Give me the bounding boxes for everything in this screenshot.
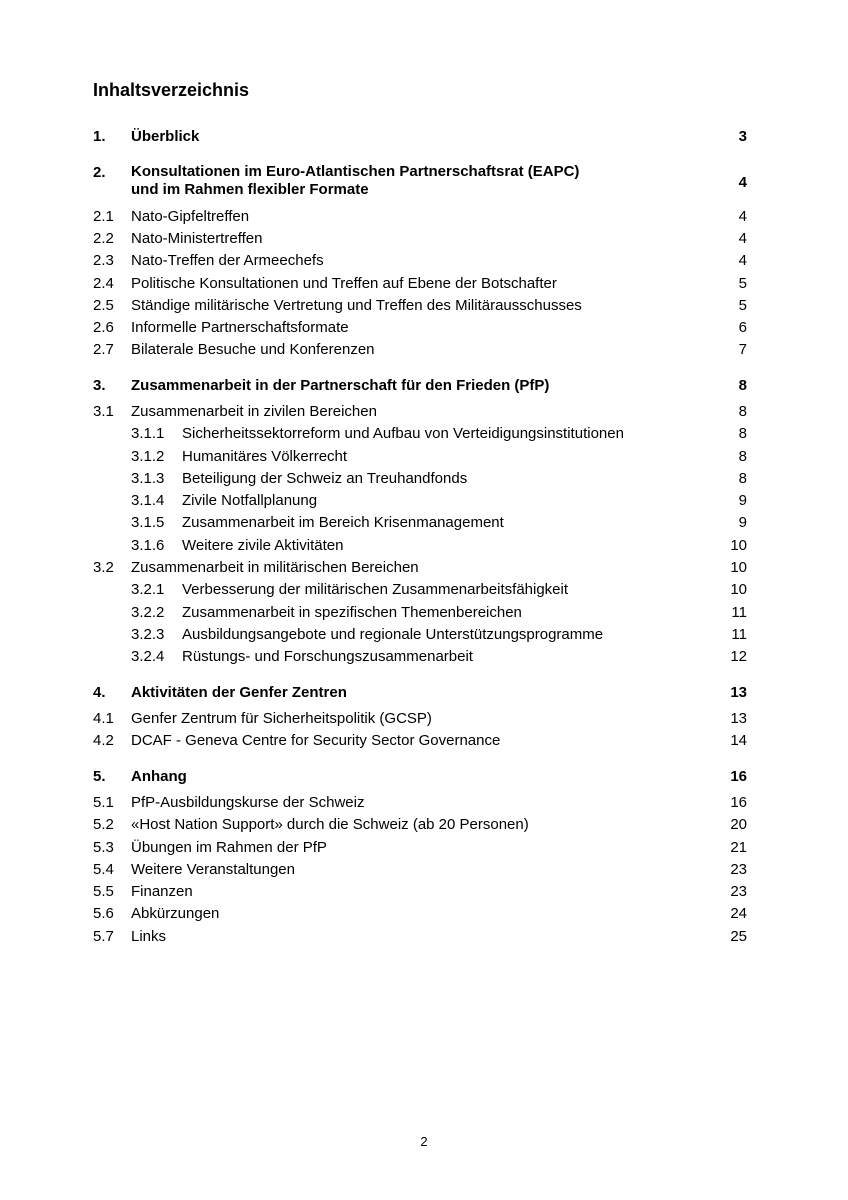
entry-title: Ständige militärische Vertretung und Treffen des Militärausschusses [131,297,582,314]
entry-number: 4. [93,684,106,701]
entry-page: 4 [738,174,747,191]
entry-title: Informelle Partnerschaftsformate [131,319,349,336]
entry-page: 9 [738,514,747,531]
entry-number: 3.1.4 [131,492,165,509]
entry-number: 3.2.3 [131,626,165,643]
entry-number: 2.4 [93,275,114,292]
toc-entry-3-1-6[interactable] [93,536,747,556]
entry-page: 8 [738,377,747,394]
toc-entry-3-1-2[interactable] [93,447,747,467]
entry-page: 16 [730,794,747,811]
entry-page: 10 [730,559,747,576]
entry-page: 4 [738,208,747,225]
toc-entry-3-2-1[interactable] [93,580,747,600]
entry-page: 24 [730,905,747,922]
entry-page: 11 [731,626,747,643]
entry-number: 2.6 [93,319,114,336]
entry-title: Weitere zivile Aktivitäten [182,537,344,554]
entry-number: 3.1.5 [131,514,165,531]
entry-title: Zivile Notfallplanung [182,492,318,509]
entry-title: Bilaterale Besuche und Konferenzen [131,341,375,358]
toc-title: Inhaltsverzeichnis [93,80,250,100]
entry-number: 5.5 [93,883,114,900]
entry-number: 3. [93,377,106,394]
entry-title-line-2: und im Rahmen flexibler Formate [131,181,369,198]
entry-number: 2.7 [93,341,114,358]
entry-page: 10 [730,537,747,554]
toc-entry-2-5[interactable] [93,296,747,316]
entry-title [131,163,579,199]
entry-title: Zusammenarbeit in militärischen Bereichen [131,559,419,576]
entry-number: 5.1 [93,794,114,811]
entry-title: Politische Konsultationen und Treffen auf Ebene der Botschafter [131,275,557,292]
entry-title: Genfer Zentrum für Sicherheitspolitik (GCSP) [131,710,432,727]
entry-number: 3.1.1 [131,425,165,442]
entry-title: Überblick [131,128,200,145]
entry-title: Nato-Gipfeltreffen [131,208,250,225]
entry-page: 8 [738,425,747,442]
entry-title: Zusammenarbeit im Bereich Krisenmanagement [182,514,504,531]
entry-number: 5.6 [93,905,114,922]
toc-entry-2-3[interactable] [93,251,747,271]
entry-title: Verbesserung der militärischen Zusammenarbeitsfähigkeit [182,581,569,598]
entry-number: 5.7 [93,928,114,945]
toc-entry-3-1-3[interactable] [93,469,747,489]
entry-number: 5. [93,768,106,785]
toc-entry-4-1[interactable] [93,709,747,729]
entry-title: Humanitäres Völkerrecht [182,448,348,465]
entry-title: Abkürzungen [131,905,220,922]
toc-entry-3-2-4[interactable] [93,647,747,667]
entry-number: 3.2.1 [131,581,165,598]
toc-entry-3-1[interactable] [93,402,747,422]
entry-title: Sicherheitssektorreform und Aufbau von Verteidigungsinstitutionen [182,425,624,442]
entry-title: Finanzen [131,883,193,900]
toc-entry-3-2-2[interactable] [93,603,747,623]
entry-title: Zusammenarbeit in zivilen Bereichen [131,403,377,420]
entry-title: Nato-Treffen der Armeechefs [131,252,324,269]
toc-entry-3-2-3[interactable] [93,625,747,645]
entry-page: 3 [738,128,747,145]
entry-page: 8 [738,403,747,420]
entry-number: 2. [93,164,106,181]
entry-number: 2.3 [93,252,114,269]
entry-page: 7 [738,341,747,358]
toc-entry-3-1-5[interactable] [93,513,747,533]
entry-page: 13 [730,710,747,727]
entry-number: 5.3 [93,839,114,856]
entry-page: 11 [731,604,747,621]
toc-entry-3-1-1[interactable] [93,424,747,444]
entry-page: 20 [730,816,747,833]
entry-number: 3.1.6 [131,537,165,554]
entry-title: Anhang [131,768,187,785]
entry-number: 2.1 [93,208,114,225]
entry-page: 4 [738,252,747,269]
entry-number: 4.2 [93,732,114,749]
entry-title: Nato-Ministertreffen [131,230,263,247]
toc-entry-2-2[interactable] [93,229,747,249]
entry-page: 25 [730,928,747,945]
entry-title: Weitere Veranstaltungen [131,861,295,878]
entry-title: Zusammenarbeit in spezifischen Themenbereichen [182,604,522,621]
entry-page: 6 [738,319,747,336]
toc-entry-3-2[interactable] [93,558,747,578]
entry-title: Übungen im Rahmen der PfP [131,839,327,856]
entry-title: «Host Nation Support» durch die Schweiz (ab 20 Personen) [131,816,529,833]
entry-page: 4 [738,230,747,247]
toc-entry-chapter-5[interactable] [93,767,747,787]
entry-page: 13 [730,684,747,701]
entry-number: 3.1 [93,403,114,420]
entry-page: 5 [738,297,747,314]
toc-entry-4-2[interactable] [93,731,747,751]
page-number: 2 [420,1134,428,1149]
entry-page: 8 [738,448,747,465]
toc-entry-5-2[interactable] [93,815,747,835]
entry-page: 14 [730,732,747,749]
entry-page: 23 [730,883,747,900]
entry-number: 3.2 [93,559,114,576]
entry-number: 3.1.3 [131,470,165,487]
entry-page: 8 [738,470,747,487]
entry-title: Links [131,928,167,945]
toc-entry-chapter-1[interactable] [93,127,747,147]
toc-entry-5-4[interactable] [93,860,747,880]
toc-entry-3-1-4[interactable] [93,491,747,511]
entry-page: 16 [730,768,747,785]
toc-entry-2-4[interactable] [93,274,747,294]
entry-title-line-1: Konsultationen im Euro-Atlantischen Partnerschaftsrat (EAPC) [131,163,580,180]
entry-title: Beteiligung der Schweiz an Treuhandfonds [182,470,468,487]
entry-page: 10 [730,581,747,598]
entry-page: 21 [730,839,747,856]
toc-entry-5-3[interactable] [93,838,747,858]
entry-number: 2.2 [93,230,114,247]
entry-title: Aktivitäten der Genfer Zentren [131,684,347,701]
entry-page: 9 [738,492,747,509]
entry-title: Rüstungs- und Forschungszusammenarbeit [182,648,473,665]
entry-number: 3.2.4 [131,648,165,665]
toc-entry-2-1[interactable] [93,207,747,227]
entry-title: DCAF - Geneva Centre for Security Sector Governance [131,732,501,749]
toc-entry-chapter-2[interactable] [93,163,747,203]
toc-entry-5-5[interactable] [93,882,747,902]
entry-title: Ausbildungsangebote und regionale Unterstützungsprogramme [182,626,604,643]
toc-entry-5-1[interactable] [93,793,747,813]
entry-number: 5.4 [93,861,114,878]
entry-number: 2.5 [93,297,114,314]
entry-title: Zusammenarbeit in der Partnerschaft für den Frieden (PfP) [131,377,550,394]
toc-entry-5-6[interactable] [93,904,747,924]
toc-entry-2-7[interactable] [93,340,747,360]
entry-page: 23 [730,861,747,878]
entry-page: 12 [730,648,747,665]
toc-entry-chapter-3[interactable] [93,376,747,396]
entry-number: 1. [93,128,106,145]
toc-entry-5-7[interactable] [93,927,747,947]
entry-number: 5.2 [93,816,114,833]
entry-number: 3.1.2 [131,448,165,465]
toc-entry-chapter-4[interactable] [93,683,747,703]
entry-number: 4.1 [93,710,114,727]
toc-entry-2-6[interactable] [93,318,747,338]
entry-page: 5 [738,275,747,292]
entry-number: 3.2.2 [131,604,165,621]
entry-title: PfP-Ausbildungskurse der Schweiz [131,794,365,811]
